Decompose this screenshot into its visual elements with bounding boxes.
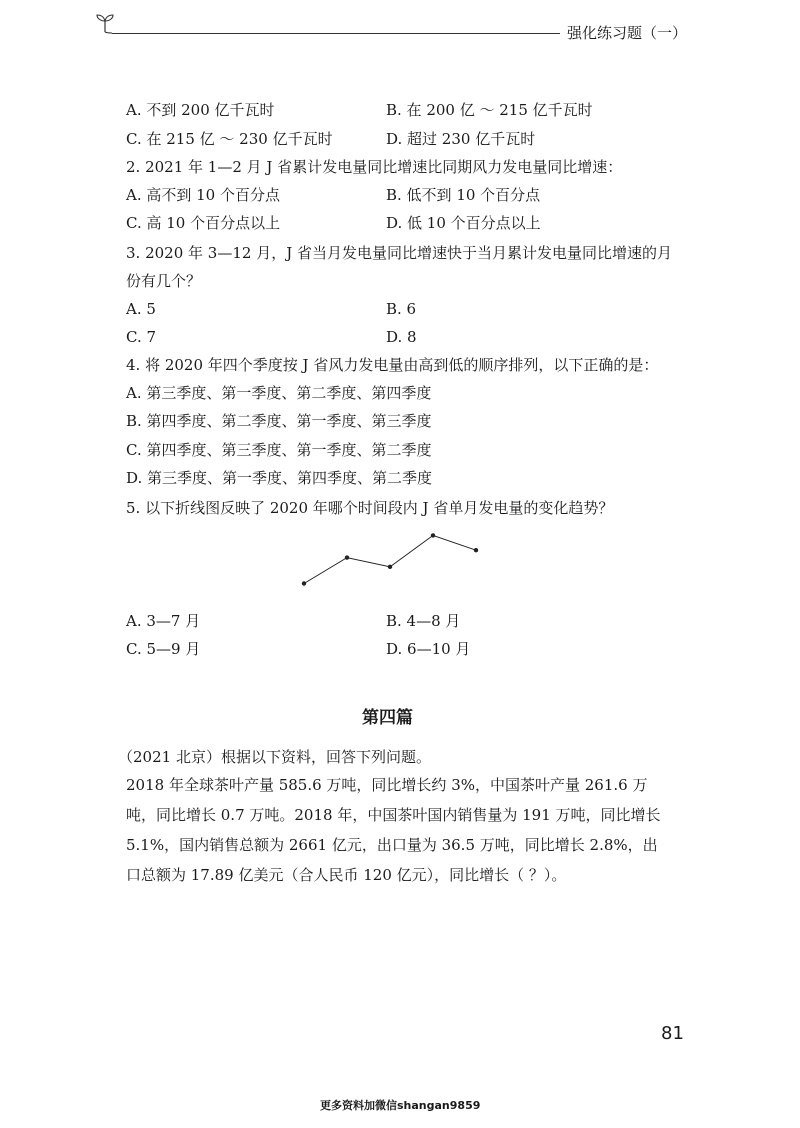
q2-option-a: A. 高不到 10 个百分点 xyxy=(126,186,280,204)
q4-option-b: B. 第四季度、第二季度、第一季度、第三季度 xyxy=(126,412,432,430)
chart-point-1 xyxy=(302,581,306,585)
page-number: 81 xyxy=(661,1023,684,1044)
q2-option-b: B. 低不到 10 个百分点 xyxy=(386,186,541,204)
q5-stem: 5. 以下折线图反映了 2020 年哪个时间段内 J 省单月发电量的变化趋势？ xyxy=(126,499,614,517)
q1-option-c: C. 在 215 亿 ～ 230 亿千瓦时 xyxy=(126,130,333,148)
q3-option-c: C. 7 xyxy=(126,328,157,346)
q5-option-b: B. 4—8 月 xyxy=(386,612,461,630)
q2-option-d: D. 低 10 个百分点以上 xyxy=(386,214,541,232)
q5-option-d: D. 6—10 月 xyxy=(386,640,471,658)
q1-option-d: D. 超过 230 亿千瓦时 xyxy=(386,130,536,148)
chart-point-4 xyxy=(431,533,435,537)
footer-note: 更多资料加微信shangan9859 xyxy=(320,1099,481,1112)
q2-stem: 2. 2021 年 1—2 月 J 省累计发电量同比增速比同期风力发电量同比增速： xyxy=(126,158,623,176)
q1-option-a: A. 不到 200 亿千瓦时 xyxy=(126,101,275,119)
q4-option-a: A. 第三季度、第一季度、第二季度、第四季度 xyxy=(126,384,432,402)
q5-option-a: A. 3—7 月 xyxy=(126,612,201,630)
q4-stem: 4. 将 2020 年四个季度按 J 省风力发电量由高到低的顺序排列，以下正确的是： xyxy=(126,356,659,374)
header-rule xyxy=(112,33,560,34)
q2-option-c: C. 高 10 个百分点以上 xyxy=(126,214,281,232)
q3-option-b: B. 6 xyxy=(386,300,417,318)
q1-option-b: B. 在 200 亿 ～ 215 亿千瓦时 xyxy=(386,101,593,119)
q4-option-d: D. 第三季度、第一季度、第四季度、第二季度 xyxy=(126,469,433,487)
chart-series-line xyxy=(304,535,476,583)
q5-option-c: C. 5—9 月 xyxy=(126,640,201,658)
passage-body: 2018 年全球茶叶产量 585.6 万吨，同比增长约 3%，中国茶叶产量 261.6 万吨，同比增长 0.7 万吨。2018 年，中国茶叶国内销售量为 191 万吨，同比增长 5.1%，国内销售总额为 2661 亿元，出口量为 36.5 万吨，同比增长 2.8%，出口总额为 17.89 亿美元（合人民币 120 亿元），同比增长（ ？）。 xyxy=(126,776,661,884)
line-chart xyxy=(290,520,490,610)
header-title: 强化练习题（一） xyxy=(567,24,688,42)
q3-stem-line2: 份有几个？ xyxy=(126,272,202,290)
q3-option-d: D. 8 xyxy=(386,328,417,346)
chart-point-5 xyxy=(474,548,478,552)
q4-option-c: C. 第四季度、第三季度、第一季度、第二季度 xyxy=(126,441,432,459)
q3-option-a: A. 5 xyxy=(126,300,156,318)
chart-point-2 xyxy=(345,555,349,559)
chart-point-3 xyxy=(388,565,392,569)
section-title: 第四篇 xyxy=(362,708,413,728)
passage-source: （2021 北京）根据以下资料，回答下列问题。 xyxy=(118,748,431,766)
q3-stem-line1: 3. 2020 年 3—12 月，J 省当月发电量同比增速快于当月累计发电量同比增速的月 xyxy=(126,244,672,262)
sprout-icon xyxy=(94,12,116,34)
